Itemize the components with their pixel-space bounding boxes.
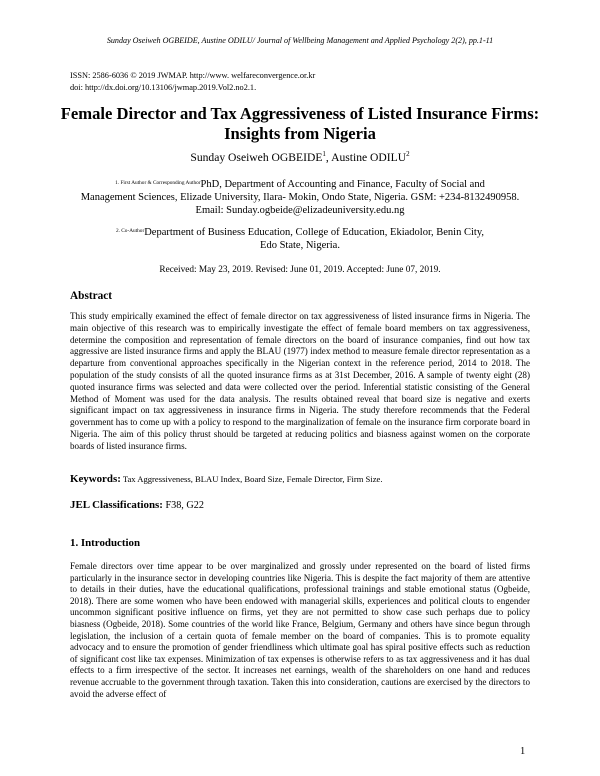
jel-label: JEL Classifications:: [70, 499, 163, 511]
abstract-heading: Abstract: [70, 290, 113, 302]
abstract-text: This study empirically examined the effect of female director on tax aggressiveness of listed insurance firms in Nigeria. The main objective of this research was to empirically investigate the effect of female board members on tax aggressiveness, determine the composition and representation of female directors on the board of insurance companies, find out how tax aggressive are listed insurance firms and apply the BLAU (1977) index method to measure female director representation as a departure from conventional approaches specifically in the Nigerian context in the reference period, 2014 to 2018. The population of the study consists of all the quoted insurance firms as at 31st December, 2016. A sample of twenty eight (28) quoted insurance firms was selected and data were collected over the period. Inferential statistic consisting of the General Method of Moment was used for the data analysis. The results obtained reveal that board size is negative and exerts significant impact on tax aggressiveness in insurance firms in Nigeria. The study therefore recommends that the Federal government has to come up with a policy to respond to the marginalization of female on the insurance firm corporate board in Nigeria. The aim of this policy thrust should be targeted at reducing politics and biasness against women on the corporate boards of listed insurance firms.: [70, 311, 530, 451]
affiliation-1: [70, 177, 530, 217]
keywords-line: [70, 473, 530, 485]
author-1: Sunday Oseiweh OGBEIDE: [190, 151, 323, 164]
jel-line: [70, 499, 204, 511]
title-line-2: Insights from Nigeria: [224, 124, 376, 143]
introduction-heading: 1. Introduction: [70, 537, 140, 549]
affiliation-1-line-1: PhD, Department of Accounting and Finance, Faculty of Social and: [200, 179, 485, 190]
affiliation-1-line-2: Management Sciences, Elizade University, Ilara- Mokin, Ondo State, Nigeria. GSM: +234-8132490958.: [80, 192, 520, 203]
affiliation-2-line-2: Edo State, Nigeria.: [260, 240, 340, 251]
affiliation-2-mark: 2. Co-Author: [115, 228, 145, 234]
keywords-label: Keywords:: [70, 473, 121, 485]
author-separator: ,: [325, 151, 332, 164]
jel-text: F38, G22: [162, 500, 204, 511]
page-number: 1: [520, 746, 526, 757]
running-header: Sunday Oseiweh OGBEIDE, Austine ODILU/ Journal of Wellbeing Management and Applied Psychology 2(2), pp.1-11: [106, 36, 494, 45]
introduction-text: Female directors over time appear to be over marginalized and grossly under represented on the board of listed firms particularly in the insurance sector in developing countries like Nigeria. This is despite the fact majority of them are attentive to details in their duties, have the educational qualifications, professional trainings and stable emotional status (Ogbeide, 2018). There are some women who have been endowed with managerial skills, experiences and political clouts to engender uncommon significant positive influence on firms, yet they are not permitted to show case such perhaps due to policy biasness (Ogbeide, 2018). Some countries of the world like France, Belgium, Germany and others have since begun through legislation, the inclusion of a certain quota of female member on the board of companies. This is to promote equality advocacy and to ensure the promotion of gender friendliness which ultimate goal has spiral positive effects such as reduction of significant cost like tax expenses. Minimization of tax expenses is otherwise refers to as tax aggressiveness and it has dual effects to a firm irrespective of the sector. It increases net earnings, wealth of the shareholders on one hand and reduces revenue accruable to the government through taxation. Taken this into consideration, cautions are exercised by the directors to avoid the adverse effect of: [70, 561, 530, 699]
received-dates: Received: May 23, 2019. Revised: June 01, 2019. Accepted: June 07, 2019.: [159, 265, 441, 275]
title-line-1: Female Director and Tax Aggressiveness of Listed Insurance Firms:: [60, 104, 540, 123]
author-1-superscript: 1: [322, 150, 326, 159]
publication-meta: [70, 70, 315, 93]
author-2: Austine ODILU: [331, 151, 407, 164]
issn-line: ISSN: 2586-6036 © 2019 JWMAP. http://www. welfareconvergence.or.kr: [70, 71, 316, 80]
paper-title: [40, 104, 560, 144]
affiliation-1-mark: 1. First Author & Corresponding Author: [115, 180, 201, 186]
author-2-superscript: 2: [406, 150, 410, 159]
author-line: [0, 151, 600, 164]
affiliation-1-email: Email: Sunday.ogbeide@elizadeuniversity.edu.ng: [195, 205, 405, 216]
affiliation-2: [70, 225, 530, 252]
affiliation-2-line-1: Department of Business Education, College of Education, Ekiadolor, Benin City,: [144, 227, 485, 238]
doi-line: doi: http://dx.doi.org/10.13106/jwmap.2019.Vol2.no2.1.: [70, 82, 257, 92]
keywords-text: Tax Aggressiveness, BLAU Index, Board Size, Female Director, Firm Size.: [120, 474, 383, 484]
